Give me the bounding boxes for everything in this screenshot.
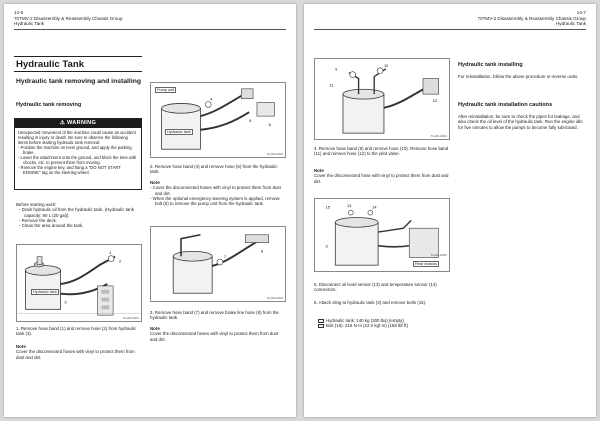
note-label: Note — [16, 344, 26, 349]
note-text: Cover the disconnected hoses with vinyl to protect them from dust and dirt. — [16, 349, 135, 360]
subsection-title: Hydraulic tank removing and installing — [16, 78, 142, 85]
step-1: 1. Remove hose band (1) and remove hose (2) from hydraulic tank (3). — [16, 326, 137, 337]
figure-label-tank: Hydraulic tank — [167, 130, 192, 134]
figure-code: TH-08-H005 — [430, 253, 447, 257]
svg-text:5: 5 — [249, 117, 252, 123]
step-1-note — [16, 344, 142, 360]
step-2-note — [150, 180, 286, 206]
page-number: 14-6 — [14, 10, 24, 15]
svg-text:6: 6 — [268, 121, 271, 127]
svg-text:10: 10 — [383, 62, 389, 68]
right-page — [304, 4, 596, 417]
tank-diagram-4 — [315, 59, 449, 139]
figure-pilot-hoses — [314, 58, 450, 140]
header-title: 70TMV-2 Disassembly & Reassembly Chassis Group — [14, 15, 123, 21]
step-4-note — [314, 168, 450, 184]
note-label: Note — [314, 168, 324, 173]
spec-weight: Hydraulic tank: 140 kg (300 lbs) (empty) — [326, 318, 404, 323]
warning-header — [15, 119, 141, 128]
weight-icon — [318, 319, 324, 323]
svg-text:4: 4 — [210, 96, 213, 102]
installing-text: For reinstallation, follow the above procedure in reverse order. — [458, 74, 579, 79]
header-divider — [314, 29, 586, 30]
tank-diagram-3 — [151, 227, 285, 301]
svg-text:8: 8 — [260, 248, 263, 254]
figure-label-rear-chassis: Rear chassis — [415, 262, 437, 266]
svg-text:7: 7 — [223, 254, 226, 260]
tank-diagram-2 — [151, 83, 285, 157]
figure-pump-unit — [150, 82, 286, 158]
svg-text:1: 1 — [109, 249, 112, 255]
before-start-item: - Remove the deck. — [19, 217, 58, 223]
figure-code: TH-08-H001 — [122, 316, 139, 320]
spec-torque: Bolt (15): 216 N·m (22.0 kgf·m) {159 lbf·ft} — [326, 323, 408, 329]
installing-title: Hydraulic tank installing — [458, 62, 523, 68]
svg-text:14: 14 — [372, 204, 377, 210]
torque-icon — [318, 324, 324, 328]
svg-text:15: 15 — [325, 204, 330, 210]
warning-body — [15, 128, 141, 177]
note-item: - When the optional emergency steering system is applied, remove bolt (6) to remove the pump unit from the hydraulic tank. — [150, 195, 280, 207]
svg-text:3: 3 — [325, 243, 328, 249]
warning-item: - Remove the engine key, and hang a "DO NOT START ENGINE" tag on the steering wheel. — [18, 165, 121, 175]
note-text: Cover the disconnected hose with vinyl to protect them from dust and dirt. — [314, 173, 449, 184]
figure-code: TH-08-H002 — [266, 152, 283, 156]
section-title: Hydraulic Tank — [14, 56, 142, 72]
note-text: Cover the disconnected hoses with vinyl to protect them from dust and dirt. — [150, 331, 279, 342]
left-page-header — [14, 10, 123, 27]
svg-text:3: 3 — [64, 299, 67, 305]
step-4: 4. Remove hose band (9) and remove hose (10). Remove hose band (11) and remove hose (12) to the pilot valve. — [314, 146, 449, 157]
figure-brake-line — [150, 226, 286, 302]
step-3: 3. Remove hose band (7) and remove brake line hose (8) from the hydraulic tank. — [150, 310, 279, 321]
step-6: 6. Attach sling to hydraulic tank (3) and remove bolts (15). — [314, 300, 427, 305]
svg-text:13: 13 — [346, 202, 352, 208]
left-page — [4, 4, 296, 417]
figure-label-pump: Pump unit — [157, 88, 175, 92]
header-section: Hydraulic Tank — [14, 21, 45, 27]
figure-hydraulic-tank-hoses — [16, 244, 142, 322]
header-title: 70TMV-2 Disassembly & Reassembly Chassis Group — [477, 15, 586, 21]
step-2: 2. Remove hose band (4) and remove hose (5) from the hydraulic tank. — [150, 164, 278, 175]
spec-list — [318, 318, 446, 338]
note-label: Note — [150, 326, 160, 331]
warning-item: - Lower the attachment onto the ground, and block the tires with chocks, etc. to prevent them from moving. — [18, 155, 137, 165]
note-label: Note — [150, 180, 160, 185]
before-start-intro: Before starting work: — [16, 202, 57, 207]
before-start-item: - Drain hydraulic oil from the hydraulic tank. (Hydraulic tank capacity: 90 L (20 gal)) — [19, 207, 134, 218]
note-item: - Cover the disconnected hoses with vinyl to protect them from dust and dirt. — [150, 185, 281, 196]
cautions-title: Hydraulic tank installation cautions — [458, 102, 553, 108]
subheading-removing: Hydraulic tank removing — [16, 102, 82, 108]
before-start-block — [16, 202, 142, 228]
warning-item: - Position the machine on level ground, and apply the parking brake. — [18, 145, 132, 155]
svg-text:9: 9 — [335, 66, 338, 72]
spec-row — [318, 323, 446, 328]
svg-text:12: 12 — [432, 97, 438, 103]
header-section: Hydraulic Tank — [555, 21, 586, 27]
warning-icon: ⚠ — [59, 120, 68, 126]
tank-diagram-1 — [17, 245, 141, 321]
warning-box — [14, 118, 142, 190]
before-start-item: - Clean the area around the tank. — [19, 223, 84, 229]
step-3-note — [150, 326, 286, 342]
svg-text:2: 2 — [118, 258, 122, 264]
figure-code: TH-08-H003 — [266, 296, 283, 300]
cautions-text: After reinstallation, be sure to check the pipes for leakage, and also check the oil level of the hydraulic tank. Run the engine idle for five minutes to allow the pumps to become fully lubricated. — [458, 114, 583, 130]
svg-text:11: 11 — [329, 82, 334, 88]
figure-code: TH-08-H004 — [430, 134, 447, 138]
figure-label-tank: Hydraulic tank — [33, 290, 58, 294]
warning-intro: Unexpected movement of the machine could cause an accident resulting in injury or death. Be sure to observe the following items before starting hydraulic tank removal: — [18, 130, 136, 145]
right-page-header — [477, 10, 586, 27]
figure-rear-chassis — [314, 198, 450, 272]
header-divider — [14, 29, 286, 30]
warning-label: WARNING — [67, 120, 97, 126]
page-number: 14-7 — [576, 10, 586, 15]
step-5: 5. Disconnect oil level sensor (13) and temperature sensor (14) connectors. — [314, 282, 437, 293]
